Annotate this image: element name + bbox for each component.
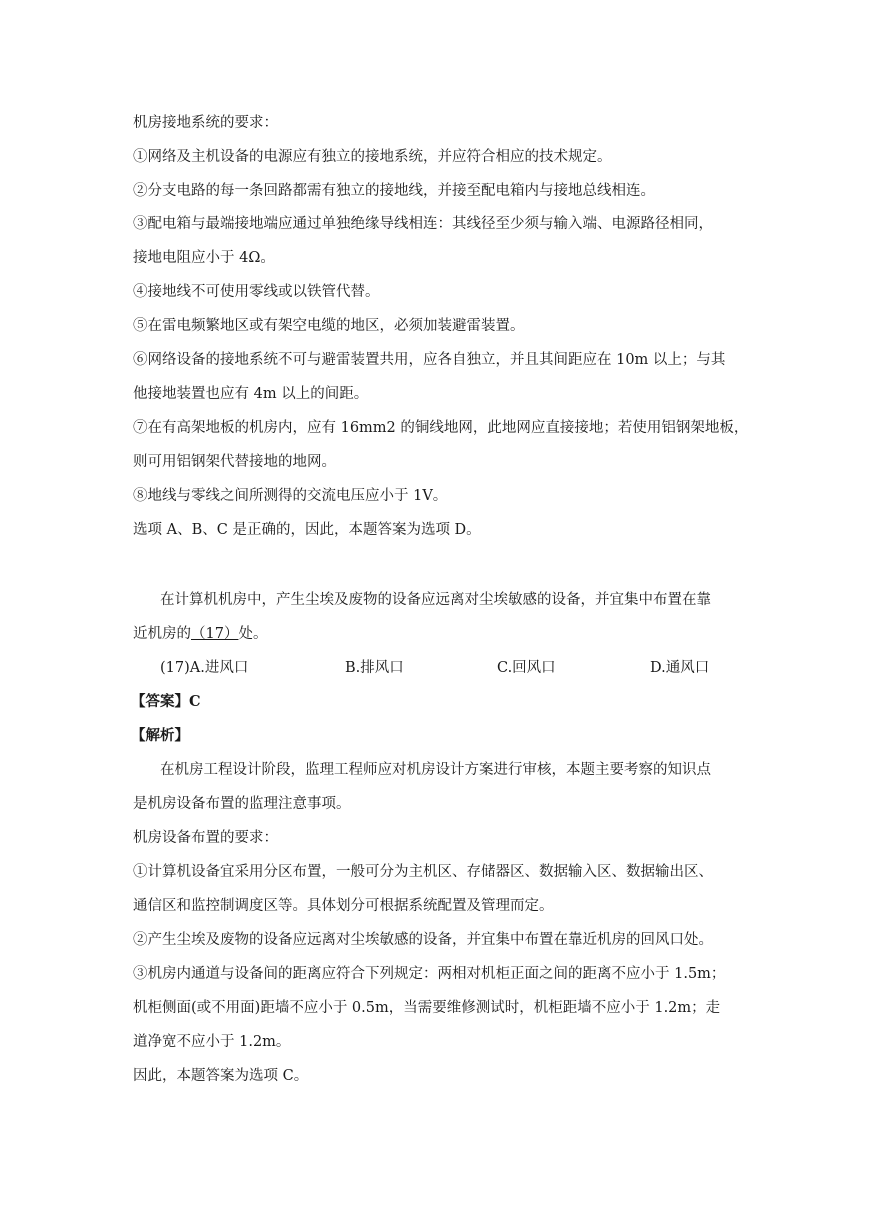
requirement-item: ④接地线不可使用零线或以铁管代替。: [133, 284, 380, 300]
requirement-item-continued: 接地电阻应小于 4Ω。: [133, 250, 275, 266]
requirement-item: ⑤在雷电频繁地区或有架空电缆的地区，必须加装避雷装置。: [133, 318, 525, 334]
section-conclusion: 选项 A、B、C 是正确的，因此，本题答案为选项 D。: [133, 522, 481, 538]
answer-value: C: [189, 693, 201, 710]
option-a: (17)A.进风口: [160, 660, 249, 676]
answer-line: [131, 692, 201, 712]
layout-item-continued: 机柜侧面(或不用面)距墙不应小于 0.5m，当需要维修测试时，机柜距墙不应小于 1.2m；走: [133, 1000, 721, 1016]
analysis-heading: 机房设备布置的要求：: [133, 830, 278, 846]
question-text: 近机房的: [133, 626, 191, 642]
requirement-item: ①网络及主机设备的电源应有独立的接地系统，并应符合相应的技术规定。: [133, 149, 612, 165]
analysis-conclusion: 因此，本题答案为选项 C。: [133, 1068, 309, 1084]
answer-label: 【答案】: [131, 693, 189, 710]
layout-item: ①计算机设备宜采用分区布置，一般可分为主机区、存储器区、数据输入区、数据输出区、: [133, 864, 713, 880]
section-heading: 机房接地系统的要求：: [133, 115, 278, 131]
analysis-intro-continued: 是机房设备布置的监理注意事项。: [133, 796, 351, 812]
layout-item: ③机房内通道与设备间的距离应符合下列规定：两相对机柜正面之间的距离不应小于 1.5m；: [133, 966, 726, 982]
requirement-item: ③配电箱与最端接地端应通过单独绝缘导线相连：其线径至少须与输入端、电源路径相同，: [133, 216, 713, 232]
requirement-item-continued: 则可用铝钢架代替接地的地网。: [133, 454, 336, 470]
option-c: C.回风口: [497, 660, 556, 676]
analysis-intro: 在机房工程设计阶段，监理工程师应对机房设计方案进行审核，本题主要考察的知识点: [160, 762, 711, 778]
requirement-item: ②分支电路的每一条回路都需有独立的接地线，并接至配电箱内与接地总线相连。: [133, 183, 655, 199]
requirement-item: ⑥网络设备的接地系统不可与避雷装置共用，应各自独立，并且其间距应在 10m 以上；与其: [133, 352, 726, 368]
analysis-label: 【解析】: [131, 727, 189, 744]
requirement-item: ⑧地线与零线之间所测得的交流电压应小于 1V。: [133, 488, 448, 504]
option-d: D.通风口: [650, 660, 710, 676]
requirement-item: ⑦在有高架地板的机房内，应有 16mm2 的铜线地网，此地网应直接接地；若使用铝钢架地板，: [133, 420, 749, 436]
layout-item: ②产生尘埃及废物的设备应远离对尘埃敏感的设备，并宜集中布置在靠近机房的回风口处。: [133, 932, 713, 948]
layout-item-continued: 道净宽不应小于 1.2m。: [133, 1034, 291, 1050]
layout-item-continued: 通信区和监控制调度区等。具体划分可根据系统配置及管理而定。: [133, 898, 554, 914]
requirement-item-continued: 他接地装置也应有 4m 以上的间距。: [133, 386, 369, 402]
question-stem-continued: [133, 624, 267, 644]
option-b: B.排风口: [345, 660, 404, 676]
question-blank: （17）: [191, 626, 239, 642]
question-stem: 在计算机机房中，产生尘埃及废物的设备应远离对尘埃敏感的设备，并宜集中布置在靠: [160, 592, 711, 608]
question-text: 处。: [238, 626, 268, 642]
